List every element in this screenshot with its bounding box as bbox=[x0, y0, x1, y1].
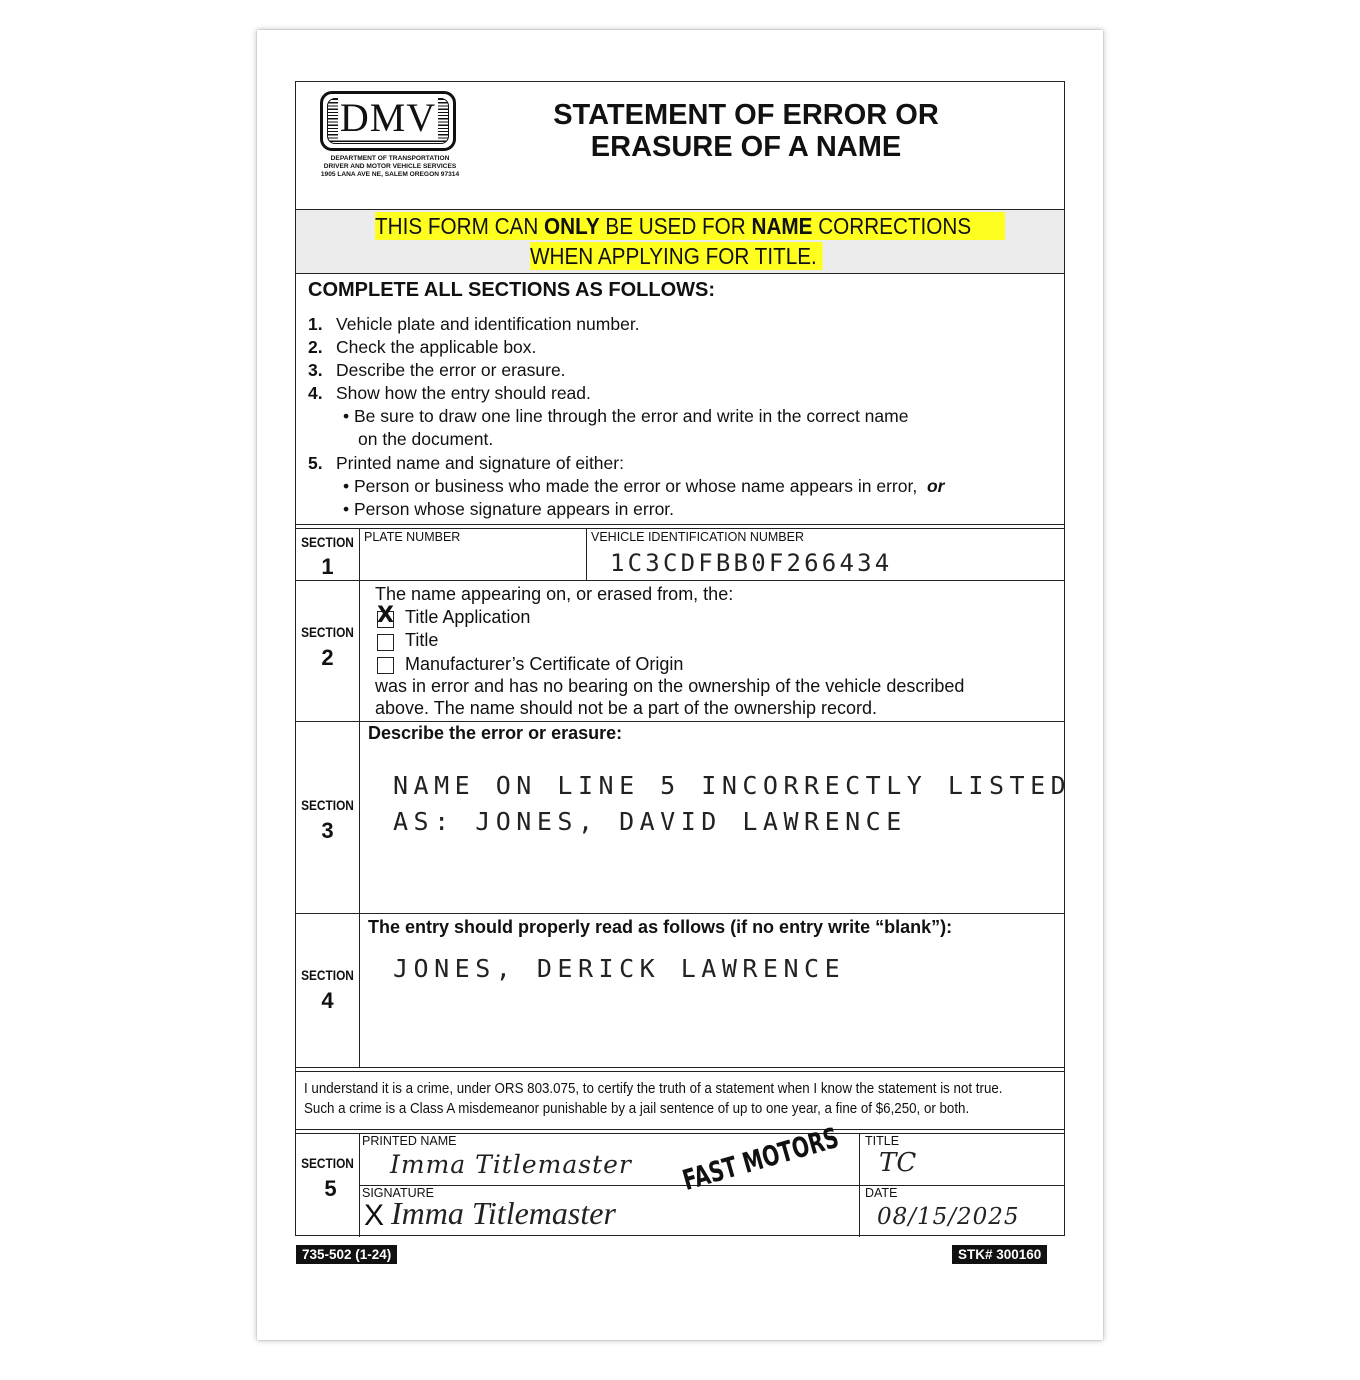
correct-entry-field[interactable]: JONES, DERICK LAWRENCE bbox=[393, 954, 846, 983]
form-title-line-2: ERASURE OF A NAME bbox=[590, 131, 902, 163]
form-frame bbox=[295, 81, 1072, 1236]
stock-number-tag: STK# 300160 bbox=[952, 1245, 1047, 1264]
notice-line-2: WHEN APPLYING FOR TITLE. bbox=[530, 242, 823, 270]
signature-label: SIGNATURE bbox=[362, 1186, 434, 1200]
title-application-label: Title Application bbox=[405, 607, 531, 627]
title-label: Title bbox=[405, 630, 439, 650]
date-field[interactable]: 08/15/2025 bbox=[877, 1204, 1020, 1230]
legal-line-2: Such a crime is a Class A misdemeanor punishable by a jail sentence of up to one year, a fine of $6,250, or both. bbox=[304, 1101, 970, 1117]
mco-label: Manufacturer’s Certificate of Origin bbox=[405, 654, 684, 674]
vin-label: VEHICLE IDENTIFICATION NUMBER bbox=[591, 530, 804, 544]
section-4-label: SECTION bbox=[301, 968, 354, 983]
section-3-number: 3 bbox=[321, 818, 334, 843]
form-title-line-1: STATEMENT OF ERROR OR bbox=[553, 99, 939, 131]
vin-field[interactable]: 1C3CDFBB0F266434 bbox=[610, 549, 893, 577]
instruction-3: 3. Describe the error or erasure. bbox=[308, 360, 566, 380]
section-4-prompt: The entry should properly read as follows (if no entry write “blank”): bbox=[368, 917, 953, 937]
instruction-5-bullet-1: • Person or business who made the error or whose name appears in error, or bbox=[343, 476, 945, 496]
section-3-prompt: Describe the error or erasure: bbox=[368, 723, 623, 743]
notice-line-1: THIS FORM CAN ONLY BE USED FOR NAME CORRECTIONS bbox=[375, 212, 1005, 240]
instruction-4: 4. Show how the entry should read. bbox=[308, 383, 591, 403]
section-2-text-2: above. The name should not be a part of the ownership record. bbox=[375, 698, 877, 718]
section-3-label: SECTION bbox=[301, 798, 354, 813]
title-checkbox[interactable] bbox=[377, 634, 394, 651]
section-4-number: 4 bbox=[321, 988, 334, 1013]
form-number-tag: 735-502 (1-24) bbox=[296, 1245, 397, 1264]
instructions-heading: COMPLETE ALL SECTIONS AS FOLLOWS: bbox=[308, 279, 716, 301]
instruction-1: 1. Vehicle plate and identification number. bbox=[308, 314, 640, 334]
section-5-label: SECTION bbox=[301, 1156, 354, 1171]
notice-banner bbox=[296, 209, 1064, 274]
signature-field[interactable]: Imma Titlemaster bbox=[391, 1195, 616, 1231]
title-field[interactable]: TC bbox=[879, 1148, 917, 1178]
section-2-intro: The name appearing on, or erased from, the: bbox=[375, 584, 734, 604]
dept-address: 1905 LANA AVE NE, SALEM OREGON 97314 bbox=[320, 171, 460, 178]
dept-line-1: DEPARTMENT OF TRANSPORTATION bbox=[330, 155, 450, 162]
signature-x: X bbox=[364, 1199, 385, 1232]
instruction-5: 5. Printed name and signature of either: bbox=[308, 453, 624, 473]
dept-line-2: DRIVER AND MOTOR VEHICLE SERVICES bbox=[323, 163, 457, 170]
dmv-logo bbox=[320, 91, 456, 151]
section-2-text-1: was in error and has no bearing on the ownership of the vehicle described bbox=[375, 676, 965, 696]
mco-checkbox[interactable] bbox=[377, 657, 394, 674]
instruction-2: 2. Check the applicable box. bbox=[308, 337, 537, 357]
check-x-mark: X bbox=[377, 603, 394, 628]
section-1-number: 1 bbox=[321, 554, 334, 579]
section-2-label: SECTION bbox=[301, 625, 354, 640]
plate-number-label: PLATE NUMBER bbox=[364, 530, 461, 544]
section-2-number: 2 bbox=[321, 645, 334, 670]
error-description-line-1[interactable]: NAME ON LINE 5 INCORRECTLY LISTED bbox=[393, 771, 1072, 800]
instruction-4-bullet: • Be sure to draw one line through the error and write in the correct name bbox=[343, 406, 909, 426]
error-description-line-2[interactable]: AS: JONES, DAVID LAWRENCE bbox=[393, 807, 907, 836]
printed-name-label: PRINTED NAME bbox=[362, 1134, 457, 1148]
date-label: DATE bbox=[865, 1186, 898, 1200]
instruction-4-bullet-cont: on the document. bbox=[358, 429, 494, 449]
fast-motors-stamp: FAST MOTORS bbox=[678, 1121, 843, 1197]
logo-text: DMV bbox=[339, 95, 437, 140]
instruction-5-bullet-2: • Person whose signature appears in error. bbox=[343, 499, 675, 519]
section-5-number: 5 bbox=[324, 1176, 337, 1201]
legal-line-1: I understand it is a crime, under ORS 803.075, to certify the truth of a statement when I know the statement is not true. bbox=[304, 1081, 1003, 1097]
title-field-label: TITLE bbox=[865, 1134, 900, 1148]
title-application-checkbox[interactable] bbox=[377, 603, 394, 628]
section-1-label: SECTION bbox=[301, 535, 354, 550]
printed-name-field[interactable]: Imma Titlemaster bbox=[390, 1150, 632, 1179]
